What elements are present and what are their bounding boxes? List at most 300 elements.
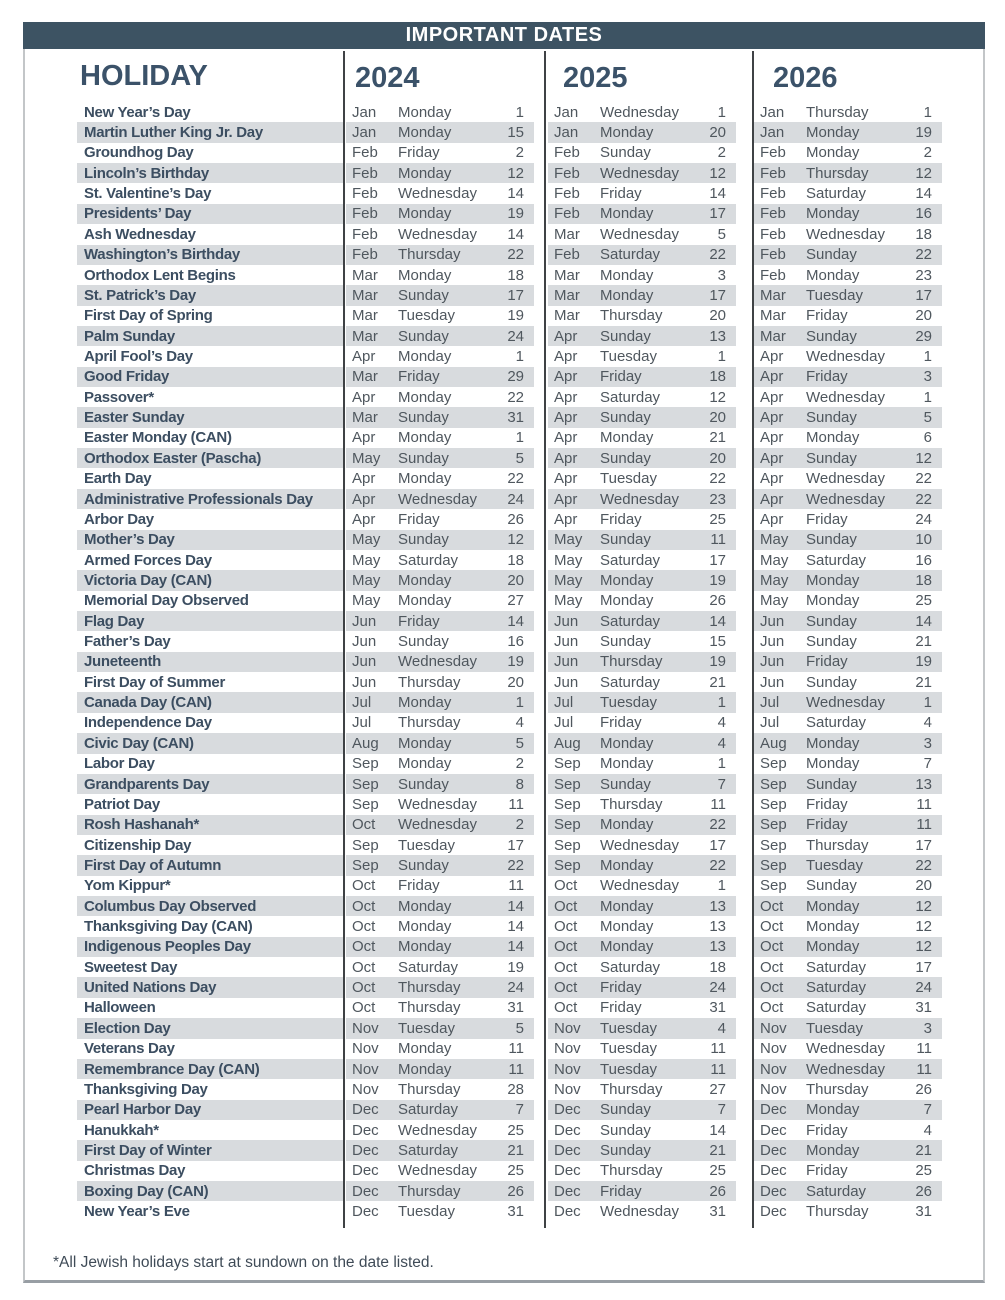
day-cell-2024: 14: [498, 611, 534, 631]
month-cell-2024: Jan: [346, 122, 398, 142]
weekday-cell-2026: Saturday: [806, 185, 867, 203]
year-header-2026: 2026: [773, 62, 838, 94]
month-cell-2026: Sep: [760, 755, 787, 773]
day-cell-2024: 1: [515, 429, 524, 447]
month-cell-2025: Jun: [548, 611, 600, 631]
column-gap: [534, 509, 548, 529]
column-gap: [736, 102, 754, 122]
weekday-cell-2025: Tuesday: [600, 470, 657, 488]
month-cell-2024: Oct: [352, 918, 376, 936]
column-gap: [736, 591, 754, 611]
weekday-cell-2025: Friday: [600, 714, 642, 732]
day-cell-2024: 26: [507, 510, 524, 528]
day-cell-2025: 18: [709, 958, 726, 976]
weekday-cell-2026: Wednesday: [806, 1040, 885, 1058]
table-row: [77, 1140, 942, 1160]
day-cell-2026: 11: [906, 815, 942, 835]
day-cell-2024: 20: [498, 570, 534, 590]
month-cell-2024: Mar: [352, 307, 378, 325]
weekday-cell-2024: Thursday: [398, 673, 461, 691]
column-gap: [534, 468, 548, 488]
holiday-name: Labor Day: [84, 755, 155, 773]
column-gap: [736, 224, 754, 244]
month-cell-2026: Oct: [754, 896, 806, 916]
month-cell-2024: Oct: [346, 937, 398, 957]
day-cell-2025: 4: [700, 733, 736, 753]
month-cell-2026: Dec: [760, 1162, 787, 1180]
table-row: [77, 672, 942, 692]
weekday-cell-2026: Thursday: [806, 836, 869, 854]
weekday-cell-2024: Sunday: [398, 530, 498, 550]
table-row: [77, 224, 942, 244]
weekday-cell-2024: Monday: [398, 733, 498, 753]
weekday-cell-2025: Sunday: [600, 144, 651, 162]
weekday-cell-2025: Sunday: [600, 1140, 700, 1160]
month-cell-2026: Feb: [754, 204, 806, 224]
month-cell-2026: Sep: [760, 877, 787, 895]
month-cell-2024: Jul: [346, 692, 398, 712]
month-cell-2025: Apr: [554, 388, 578, 406]
column-gap: [736, 285, 754, 305]
weekday-cell-2026: Sunday: [806, 245, 906, 265]
column-gap: [736, 876, 754, 896]
title-bar: [23, 22, 985, 49]
column-gap: [736, 326, 754, 346]
day-cell-2024: 22: [498, 245, 534, 265]
day-cell-2026: 11: [916, 795, 932, 813]
month-cell-2024: Sep: [352, 755, 379, 773]
column-gap: [736, 672, 754, 692]
weekday-cell-2025: Tuesday: [600, 347, 657, 365]
day-cell-2026: 11: [906, 1059, 942, 1079]
holiday-name: St. Valentine’s Day: [84, 185, 212, 203]
day-cell-2025: 22: [700, 815, 736, 835]
column-gap: [736, 1161, 754, 1181]
table-row: [77, 815, 942, 835]
holiday-name: St. Patrick’s Day: [77, 285, 343, 305]
day-cell-2025: 4: [717, 714, 726, 732]
month-cell-2025: Apr: [548, 407, 600, 427]
day-cell-2026: 12: [906, 896, 942, 916]
day-cell-2026: 18: [906, 570, 942, 590]
holiday-name: Father’s Day: [84, 633, 171, 651]
column-gap: [736, 774, 754, 794]
month-cell-2026: Apr: [754, 448, 806, 468]
holiday-name: Administrative Professionals Day: [77, 489, 343, 509]
month-cell-2026: Mar: [754, 285, 806, 305]
day-cell-2024: 26: [498, 1181, 534, 1201]
column-gap: [736, 183, 754, 203]
column-gap: [534, 855, 548, 875]
month-cell-2024: Dec: [346, 1100, 398, 1120]
weekday-cell-2025: Tuesday: [600, 1040, 657, 1058]
column-gap: [736, 713, 754, 733]
month-cell-2026: Jun: [760, 673, 785, 691]
month-cell-2025: Apr: [548, 489, 600, 509]
day-cell-2026: 3: [906, 733, 942, 753]
day-cell-2025: 31: [709, 999, 726, 1017]
table-row: [77, 530, 942, 550]
month-cell-2024: Dec: [346, 1181, 398, 1201]
month-cell-2024: Jul: [352, 714, 372, 732]
weekday-cell-2026: Monday: [806, 937, 906, 957]
column-gap: [534, 143, 548, 163]
table-row: [77, 1201, 942, 1221]
month-cell-2026: Jun: [760, 633, 785, 651]
day-cell-2025: 4: [700, 1018, 736, 1038]
day-cell-2025: 22: [700, 245, 736, 265]
month-cell-2026: Dec: [760, 1121, 787, 1139]
column-gap: [736, 143, 754, 163]
table-row: [77, 855, 942, 875]
weekday-cell-2026: Wednesday: [806, 692, 906, 712]
holiday-name: Civic Day (CAN): [77, 733, 343, 753]
month-cell-2026: Jun: [754, 652, 806, 672]
column-gap: [736, 1039, 754, 1059]
month-cell-2024: May: [346, 570, 398, 590]
month-cell-2025: Jun: [554, 633, 579, 651]
holiday-name: First Day of Winter: [77, 1140, 343, 1160]
weekday-cell-2024: Saturday: [398, 1100, 498, 1120]
day-cell-2026: 16: [915, 551, 932, 569]
month-cell-2024: Mar: [346, 407, 398, 427]
holiday-name: April Fool’s Day: [84, 347, 193, 365]
holiday-name: Boxing Day (CAN): [77, 1181, 343, 1201]
column-gap: [534, 183, 548, 203]
table-row: [77, 468, 942, 488]
month-cell-2024: Nov: [352, 1040, 379, 1058]
table-row: [77, 692, 942, 712]
weekday-cell-2025: Sunday: [600, 448, 700, 468]
month-cell-2024: Mar: [346, 285, 398, 305]
month-cell-2025: Apr: [554, 510, 578, 528]
weekday-cell-2024: Wednesday: [398, 652, 498, 672]
weekday-cell-2025: Monday: [600, 896, 700, 916]
day-cell-2025: 1: [717, 103, 726, 121]
day-cell-2025: 1: [717, 755, 726, 773]
column-gap: [736, 815, 754, 835]
weekday-cell-2024: Thursday: [398, 999, 461, 1017]
column-gap: [534, 896, 548, 916]
month-cell-2025: Dec: [554, 1121, 581, 1139]
weekday-cell-2025: Monday: [600, 285, 700, 305]
column-gap: [534, 367, 548, 387]
table-row: [77, 570, 942, 590]
weekday-cell-2025: Sunday: [600, 530, 700, 550]
weekday-cell-2025: Thursday: [600, 1162, 663, 1180]
holiday-name: Hanukkah*: [84, 1121, 159, 1139]
weekday-cell-2024: Wednesday: [398, 1121, 477, 1139]
day-cell-2026: 20: [915, 877, 932, 895]
holiday-name: Christmas Day: [84, 1162, 186, 1180]
weekday-cell-2026: Saturday: [806, 1181, 906, 1201]
day-cell-2024: 11: [508, 1040, 524, 1058]
day-cell-2025: 1: [717, 347, 726, 365]
column-gap: [736, 448, 754, 468]
table-row: [77, 1100, 942, 1120]
weekday-cell-2025: Monday: [600, 855, 700, 875]
holiday-name: Easter Monday (CAN): [84, 429, 232, 447]
month-cell-2026: Jun: [754, 611, 806, 631]
day-cell-2024: 24: [498, 977, 534, 997]
weekday-cell-2024: Monday: [398, 470, 452, 488]
column-gap: [534, 754, 548, 774]
weekday-cell-2024: Monday: [398, 918, 452, 936]
weekday-cell-2024: Tuesday: [398, 1203, 455, 1221]
table-row: [77, 265, 942, 285]
column-gap: [534, 326, 548, 346]
month-cell-2025: Jan: [554, 103, 579, 121]
weekday-cell-2026: Monday: [806, 755, 860, 773]
month-cell-2025: Apr: [554, 470, 578, 488]
weekday-cell-2026: Tuesday: [806, 1018, 906, 1038]
column-gap: [534, 1120, 548, 1140]
holiday-name: Orthodox Easter (Pascha): [77, 448, 343, 468]
month-cell-2026: Dec: [760, 1203, 787, 1221]
month-cell-2024: Sep: [352, 795, 379, 813]
table-row: [77, 733, 942, 753]
weekday-cell-2024: Monday: [398, 692, 498, 712]
weekday-cell-2025: Monday: [600, 122, 700, 142]
month-cell-2025: Apr: [554, 347, 578, 365]
holiday-name: Indigenous Peoples Day: [77, 937, 343, 957]
month-cell-2026: Dec: [754, 1100, 806, 1120]
weekday-cell-2025: Wednesday: [600, 836, 679, 854]
month-cell-2024: May: [352, 592, 381, 610]
day-cell-2024: 8: [498, 774, 534, 794]
month-cell-2025: Sep: [548, 855, 600, 875]
day-cell-2025: 27: [709, 1080, 726, 1098]
holiday-name: Rosh Hashanah*: [77, 815, 343, 835]
column-gap: [736, 1140, 754, 1160]
month-cell-2026: Feb: [754, 245, 806, 265]
month-cell-2024: Sep: [346, 855, 398, 875]
column-gap: [736, 957, 754, 977]
column-gap: [736, 977, 754, 997]
day-cell-2024: 24: [498, 489, 534, 509]
holiday-name: Pearl Harbor Day: [77, 1100, 343, 1120]
table-row: [77, 937, 942, 957]
column-gap: [736, 245, 754, 265]
day-cell-2024: 7: [498, 1100, 534, 1120]
weekday-cell-2026: Friday: [806, 510, 848, 528]
month-cell-2026: Oct: [760, 958, 784, 976]
weekday-cell-2026: Monday: [806, 570, 906, 590]
month-cell-2024: Feb: [352, 225, 378, 243]
day-cell-2026: 4: [923, 1121, 932, 1139]
month-cell-2026: Oct: [760, 918, 784, 936]
column-gap: [534, 163, 548, 183]
day-cell-2025: 26: [700, 1181, 736, 1201]
day-cell-2026: 16: [906, 204, 942, 224]
weekday-cell-2026: Wednesday: [806, 470, 885, 488]
holiday-name: Sweetest Day: [84, 958, 178, 976]
day-cell-2024: 28: [507, 1080, 524, 1098]
weekday-cell-2026: Monday: [806, 266, 860, 284]
day-cell-2024: 31: [507, 1203, 524, 1221]
month-cell-2026: May: [754, 530, 806, 550]
day-cell-2024: 1: [515, 103, 524, 121]
table-row: [77, 774, 942, 794]
day-cell-2024: 2: [498, 815, 534, 835]
day-cell-2025: 21: [700, 1140, 736, 1160]
column-gap: [736, 692, 754, 712]
column-gap: [534, 448, 548, 468]
year-header-2024: 2024: [355, 62, 420, 94]
month-cell-2025: May: [554, 551, 583, 569]
column-gap: [736, 163, 754, 183]
month-cell-2024: Dec: [352, 1162, 379, 1180]
weekday-cell-2025: Monday: [600, 592, 654, 610]
month-cell-2025: Nov: [548, 1018, 600, 1038]
month-cell-2026: Apr: [754, 489, 806, 509]
weekday-cell-2026: Wednesday: [806, 388, 885, 406]
day-cell-2026: 19: [906, 652, 942, 672]
table-row: [77, 306, 942, 326]
day-cell-2025: 20: [700, 407, 736, 427]
month-cell-2025: Dec: [548, 1140, 600, 1160]
weekday-cell-2024: Sunday: [398, 855, 498, 875]
day-cell-2026: 22: [906, 245, 942, 265]
column-gap: [736, 387, 754, 407]
holiday-name: Mother’s Day: [77, 530, 343, 550]
table-row: [77, 326, 942, 346]
day-cell-2024: 1: [498, 692, 534, 712]
table-row: [77, 1059, 942, 1079]
weekday-cell-2024: Thursday: [398, 977, 498, 997]
weekday-cell-2024: Saturday: [398, 958, 459, 976]
day-cell-2024: 20: [507, 673, 524, 691]
day-cell-2025: 25: [709, 510, 726, 528]
column-gap: [534, 916, 548, 936]
month-cell-2025: Oct: [554, 918, 578, 936]
month-cell-2026: Jul: [754, 692, 806, 712]
day-cell-2026: 12: [906, 163, 942, 183]
month-cell-2025: Sep: [554, 836, 581, 854]
weekday-cell-2024: Wednesday: [398, 489, 498, 509]
weekday-cell-2024: Thursday: [398, 1080, 461, 1098]
weekday-cell-2025: Thursday: [600, 795, 663, 813]
month-cell-2025: Dec: [548, 1181, 600, 1201]
weekday-cell-2026: Friday: [806, 307, 848, 325]
day-cell-2026: 17: [915, 836, 932, 854]
day-cell-2026: 17: [915, 958, 932, 976]
column-gap: [534, 122, 548, 142]
holiday-name: Remembrance Day (CAN): [77, 1059, 343, 1079]
holiday-name: Armed Forces Day: [84, 551, 212, 569]
day-cell-2026: 1: [923, 103, 932, 121]
month-cell-2025: Oct: [554, 958, 578, 976]
weekday-cell-2026: Monday: [806, 592, 860, 610]
day-cell-2025: 20: [709, 307, 726, 325]
month-cell-2025: Feb: [548, 245, 600, 265]
month-cell-2026: Mar: [760, 307, 786, 325]
weekday-cell-2026: Friday: [806, 815, 906, 835]
day-cell-2025: 12: [700, 163, 736, 183]
month-cell-2024: Dec: [346, 1140, 398, 1160]
month-cell-2025: Oct: [548, 937, 600, 957]
column-gap: [534, 977, 548, 997]
table-row: [77, 143, 942, 163]
month-cell-2025: May: [548, 530, 600, 550]
weekday-cell-2025: Monday: [600, 570, 700, 590]
day-cell-2025: 25: [709, 1162, 726, 1180]
month-cell-2024: May: [346, 530, 398, 550]
column-gap: [534, 1059, 548, 1079]
column-gap: [534, 692, 548, 712]
table-row: [77, 346, 942, 366]
weekday-cell-2024: Monday: [398, 570, 498, 590]
holiday-name: Memorial Day Observed: [84, 592, 249, 610]
column-gap: [534, 204, 548, 224]
column-gap: [736, 998, 754, 1018]
month-cell-2026: Apr: [760, 429, 784, 447]
day-cell-2025: 19: [700, 652, 736, 672]
table-row: [77, 387, 942, 407]
month-cell-2024: Feb: [346, 245, 398, 265]
weekday-cell-2024: Monday: [398, 937, 498, 957]
column-gap: [534, 265, 548, 285]
day-cell-2024: 19: [507, 307, 524, 325]
weekday-cell-2025: Sunday: [600, 774, 700, 794]
column-gap: [736, 509, 754, 529]
month-cell-2024: Oct: [352, 877, 376, 895]
weekday-cell-2025: Thursday: [600, 307, 663, 325]
day-cell-2026: 19: [906, 122, 942, 142]
month-cell-2026: Nov: [760, 1080, 787, 1098]
holiday-name: Lincoln’s Birthday: [77, 163, 343, 183]
holiday-name: Washington’s Birthday: [77, 245, 343, 265]
day-cell-2025: 17: [709, 551, 726, 569]
weekday-cell-2026: Monday: [806, 429, 860, 447]
month-cell-2025: Feb: [554, 144, 580, 162]
weekday-cell-2025: Tuesday: [600, 1018, 700, 1038]
column-gap: [534, 591, 548, 611]
month-cell-2026: Aug: [754, 733, 806, 753]
weekday-cell-2025: Tuesday: [600, 692, 700, 712]
weekday-cell-2024: Friday: [398, 144, 440, 162]
weekday-cell-2024: Saturday: [398, 551, 459, 569]
table-row: [77, 1120, 942, 1140]
month-cell-2026: Nov: [754, 1059, 806, 1079]
table-row: [77, 428, 942, 448]
holiday-name: First Day of Summer: [84, 673, 226, 691]
column-gap: [534, 1079, 548, 1099]
day-cell-2024: 16: [507, 633, 524, 651]
weekday-cell-2025: Monday: [600, 815, 700, 835]
month-cell-2025: Mar: [554, 225, 580, 243]
month-cell-2026: Jul: [760, 714, 780, 732]
day-cell-2026: 3: [906, 367, 942, 387]
weekday-cell-2024: Monday: [398, 592, 452, 610]
table-row: [77, 102, 942, 122]
day-cell-2024: 11: [508, 877, 524, 895]
column-gap: [534, 489, 548, 509]
month-cell-2024: Apr: [352, 510, 376, 528]
weekday-cell-2024: Monday: [398, 1059, 498, 1079]
weekday-cell-2026: Monday: [806, 918, 860, 936]
month-cell-2026: Dec: [754, 1181, 806, 1201]
table-row: [77, 407, 942, 427]
column-gap: [736, 937, 754, 957]
month-cell-2026: Sep: [754, 774, 806, 794]
weekday-cell-2025: Sunday: [600, 1100, 700, 1120]
day-cell-2026: 21: [915, 673, 932, 691]
table-row: [77, 957, 942, 977]
weekday-cell-2024: Sunday: [398, 407, 498, 427]
day-cell-2024: 21: [498, 1140, 534, 1160]
day-cell-2024: 19: [507, 958, 524, 976]
